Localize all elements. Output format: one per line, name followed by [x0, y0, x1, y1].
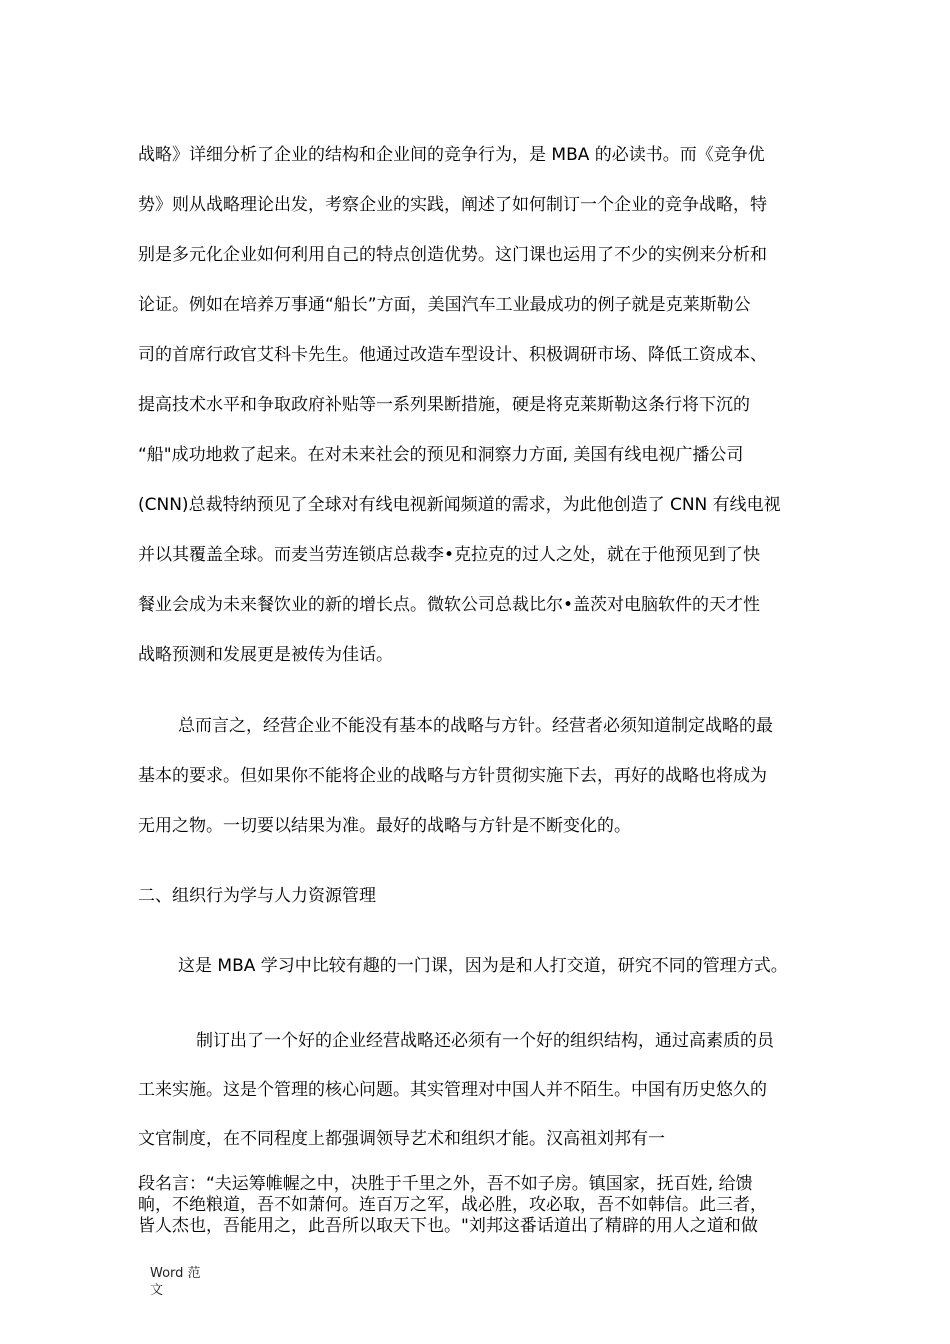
footer-line: Word 范 — [150, 1266, 201, 1281]
body-text-line: 司的首席行政官艾科卡先生。他通过改造车型设计、积极调研市场、降低工资成本、 — [138, 345, 767, 365]
body-text-line: 并以其覆盖全球。而麦当劳连锁店总裁李•克拉克的过人之处，就在于他预见到了快 — [138, 545, 761, 565]
body-text-line: 这是 MBA 学习中比较有趣的一门课，因为是和人打交道，研究不同的管理方式。 — [178, 956, 788, 976]
body-text-line: 总而言之，经营企业不能没有基本的战略与方针。经营者必须知道制定战略的最 — [178, 716, 773, 736]
body-text-line: 制订出了一个好的企业经营战略还必须有一个好的组织结构，通过高素质的员 — [196, 1031, 774, 1051]
body-text-line: 餐业会成为未来餐饮业的新的增长点。微软公司总裁比尔•盖茨对电脑软件的天才性 — [138, 595, 761, 615]
body-text-block — [138, 1174, 818, 1237]
body-text-line: 基本的要求。但如果你不能将企业的战略与方针贯彻实施下去，再好的战略也将成为 — [138, 766, 767, 786]
body-text-line: 别是多元化企业如何利用自己的特点创造优势。这门课也运用了不少的实例来分析和 — [138, 245, 767, 265]
body-text-line: (CNN)总裁特纳预见了全球对有线电视新闻频道的需求，为此他创造了 CNN 有线电视 — [138, 495, 781, 515]
body-text-line: 战略》详细分析了企业的结构和企业间的竞争行为，是 MBA 的必读书。而《竞争优 — [138, 145, 765, 165]
body-text-line: 工来实施。这是个管理的核心问题。其实管理对中国人并不陌生。中国有历史悠久的 — [138, 1080, 767, 1100]
body-text-line: 无用之物。一切要以结果为准。最好的战略与方针是不断变化的。 — [138, 816, 631, 836]
body-text-line: 文官制度，在不同程度上都强调领导艺术和组织才能。汉高祖刘邦有一 — [138, 1129, 665, 1149]
body-text-line: 段名言：“夫运筹帷幄之中，决胜于千里之外，吾不如子房。镇国家，抚百姓, 给馈 — [138, 1174, 753, 1194]
body-text-line: 论证。例如在培养万事通“船长”方面，美国汽车工业最成功的例子就是克莱斯勒公 — [138, 295, 751, 315]
body-text-line: 势》则从战略理论出发，考察企业的实践，阐述了如何制订一个企业的竞争战略，特 — [138, 195, 767, 215]
body-text-line: 提高技术水平和争取政府补贴等一系列果断措施，硬是将克莱斯勒这条行将下沉的 — [138, 395, 750, 415]
footer-line: 文 — [150, 1283, 164, 1298]
body-text-line: 晌，不绝粮道，吾不如萧何。连百万之军，战必胜，攻必取，吾不如韩信。此三者， — [138, 1195, 767, 1215]
body-text-line: 皆人杰也，吾能用之，此吾所以取天下也。"刘邦这番话道出了精辟的用人之道和做 — [138, 1216, 758, 1236]
section-heading: 二、组织行为学与人力资源管理 — [138, 886, 376, 906]
body-text-line: 战略预测和发展更是被传为佳话。 — [138, 645, 393, 665]
page-footer — [150, 1265, 201, 1299]
body-text-line: “船"成功地救了起来。在对未来社会的预见和洞察力方面, 美国有线电视广播公司 — [138, 445, 744, 465]
